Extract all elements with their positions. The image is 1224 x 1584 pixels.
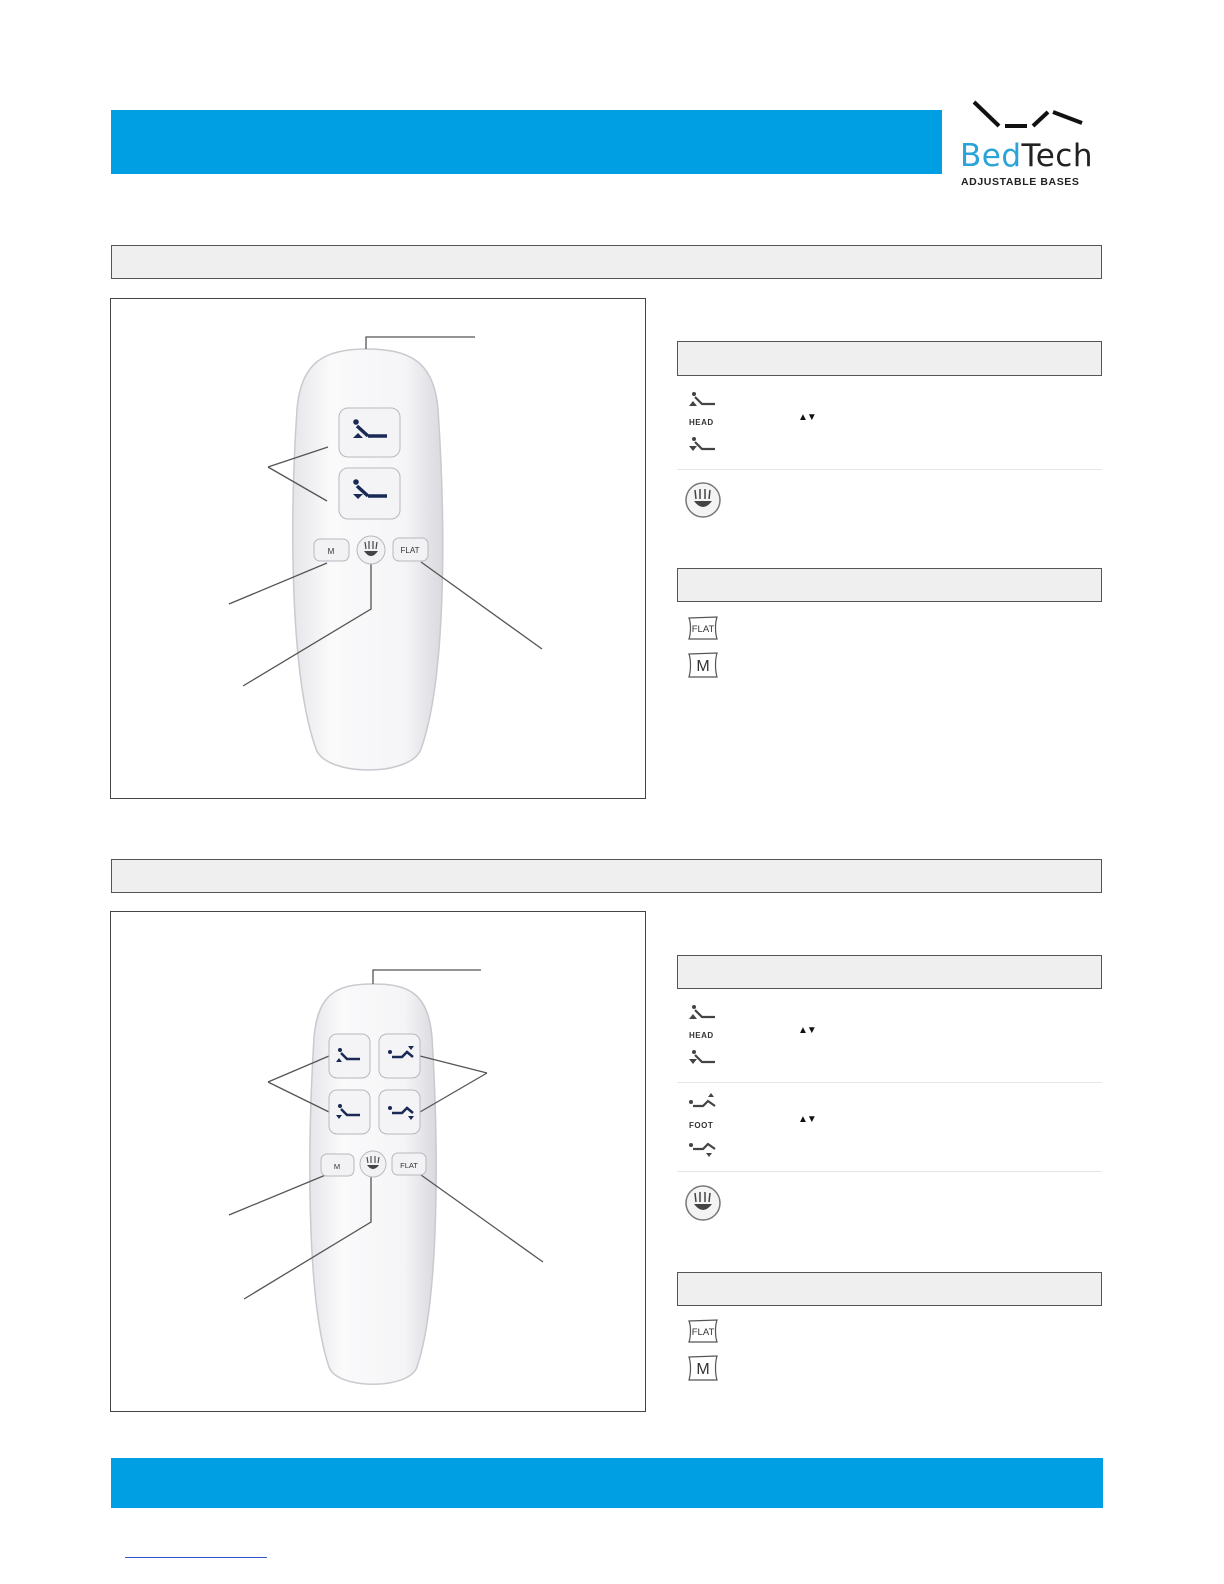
row-divider (677, 1082, 1102, 1083)
foot-arrows: ▲▼ (798, 1114, 816, 1125)
remote1-figure (110, 298, 646, 799)
remote2-function-header (677, 955, 1102, 989)
head-up-icon (687, 1004, 717, 1024)
remote1-massage-button[interactable] (357, 536, 385, 564)
svg-text:FLAT: FLAT (691, 1327, 715, 1338)
remote2-foot-up-button[interactable] (379, 1034, 420, 1078)
svg-text:FLAT: FLAT (400, 546, 420, 555)
row-divider (677, 469, 1102, 470)
section2-header (111, 859, 1102, 893)
remote1-head-up-button[interactable] (339, 408, 400, 457)
remote2-button-header (677, 1272, 1102, 1306)
remote2-head-up-button[interactable] (329, 1034, 370, 1078)
row-divider (677, 1171, 1102, 1172)
remote2-flat-button[interactable] (392, 1153, 426, 1175)
svg-text:FLAT: FLAT (400, 1161, 418, 1170)
head-label: HEAD (689, 1031, 714, 1040)
remote2-figure (110, 911, 646, 1412)
foot-label: FOOT (689, 1121, 714, 1130)
head-arrows: ▲▼ (798, 412, 816, 423)
brand-tagline: ADJUSTABLE BASES (961, 176, 1080, 188)
head-arrows: ▲▼ (798, 1025, 816, 1036)
head-down-icon (687, 1049, 717, 1069)
remote1-flat-button[interactable] (393, 538, 428, 561)
head-down-icon (687, 436, 717, 456)
flat-icon (686, 1318, 720, 1344)
massage-icon (684, 482, 722, 518)
remote2-massage-button[interactable] (360, 1151, 386, 1177)
footer-link-underline[interactable] (125, 1557, 267, 1558)
remote2-memory-button[interactable] (321, 1154, 354, 1176)
flat-icon (686, 615, 720, 641)
footer-banner (111, 1458, 1103, 1508)
head-label: HEAD (689, 418, 714, 427)
remote1-illustration (111, 299, 645, 798)
remote2-foot-down-button[interactable] (379, 1090, 420, 1134)
foot-up-icon (687, 1093, 717, 1113)
svg-text:M: M (327, 547, 335, 556)
header-banner (111, 110, 942, 174)
remote1-function-header (677, 341, 1102, 376)
svg-text:M: M (696, 1361, 710, 1378)
svg-text:M: M (696, 658, 710, 675)
logo-bed-mark (955, 95, 1105, 140)
remote1-button-header (677, 568, 1102, 602)
massage-icon (684, 1185, 722, 1221)
memory-icon (686, 651, 720, 679)
remote1-head-down-button[interactable] (339, 468, 400, 519)
memory-icon (686, 1354, 720, 1382)
brand-name: BedTech (960, 138, 1093, 174)
head-up-icon (687, 391, 717, 411)
remote2-head-down-button[interactable] (329, 1090, 370, 1134)
section1-header (111, 245, 1102, 279)
remote1-memory-button[interactable] (314, 539, 349, 561)
svg-text:FLAT: FLAT (691, 624, 715, 635)
svg-text:M: M (333, 1162, 341, 1171)
remote2-illustration (111, 912, 645, 1411)
foot-down-icon (687, 1138, 717, 1160)
